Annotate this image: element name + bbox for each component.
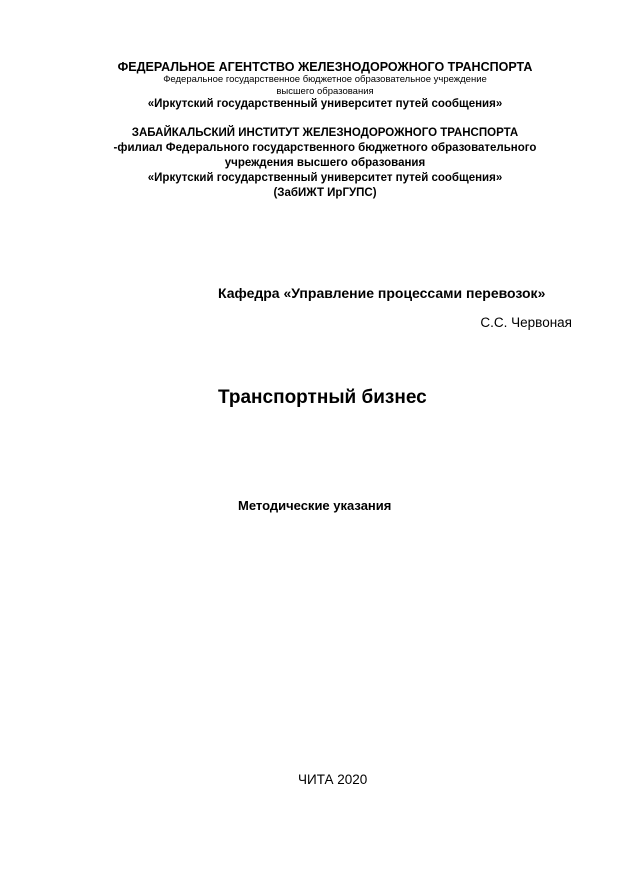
branch-line-1: -филиал Федерального государственного бюджетного образовательного bbox=[113, 142, 537, 154]
agency-heading: ФЕДЕРАЛЬНОЕ АГЕНТСТВО ЖЕЛЕЗНОДОРОЖНОГО ТРАНСПОРТА bbox=[117, 60, 533, 74]
institution-line-2: высшего образования bbox=[276, 86, 374, 97]
document-title: Транспортный бизнес bbox=[218, 387, 427, 408]
branch-line-2: учреждения высшего образования bbox=[224, 157, 426, 169]
institution-line-1: Федеральное государственное бюджетное образовательное учреждение bbox=[163, 74, 487, 85]
document-subtitle: Методические указания bbox=[238, 498, 392, 513]
branch-title: ЗАБАЙКАЛЬСКИЙ ИНСТИТУТ ЖЕЛЕЗНОДОРОЖНОГО ТРАНСПОРТА bbox=[131, 127, 519, 139]
department-name: Кафедра «Управление процессами перевозок» bbox=[218, 285, 546, 301]
branch-university-name: «Иркутский государственный университет путей сообщения» bbox=[147, 172, 503, 184]
university-name: «Иркутский государственный университет путей сообщения» bbox=[147, 98, 503, 110]
author-name: С.С. Червоная bbox=[480, 315, 572, 330]
city-year: ЧИТА 2020 bbox=[298, 772, 368, 787]
branch-abbreviation: (ЗабИЖТ ИрГУПС) bbox=[273, 187, 377, 199]
